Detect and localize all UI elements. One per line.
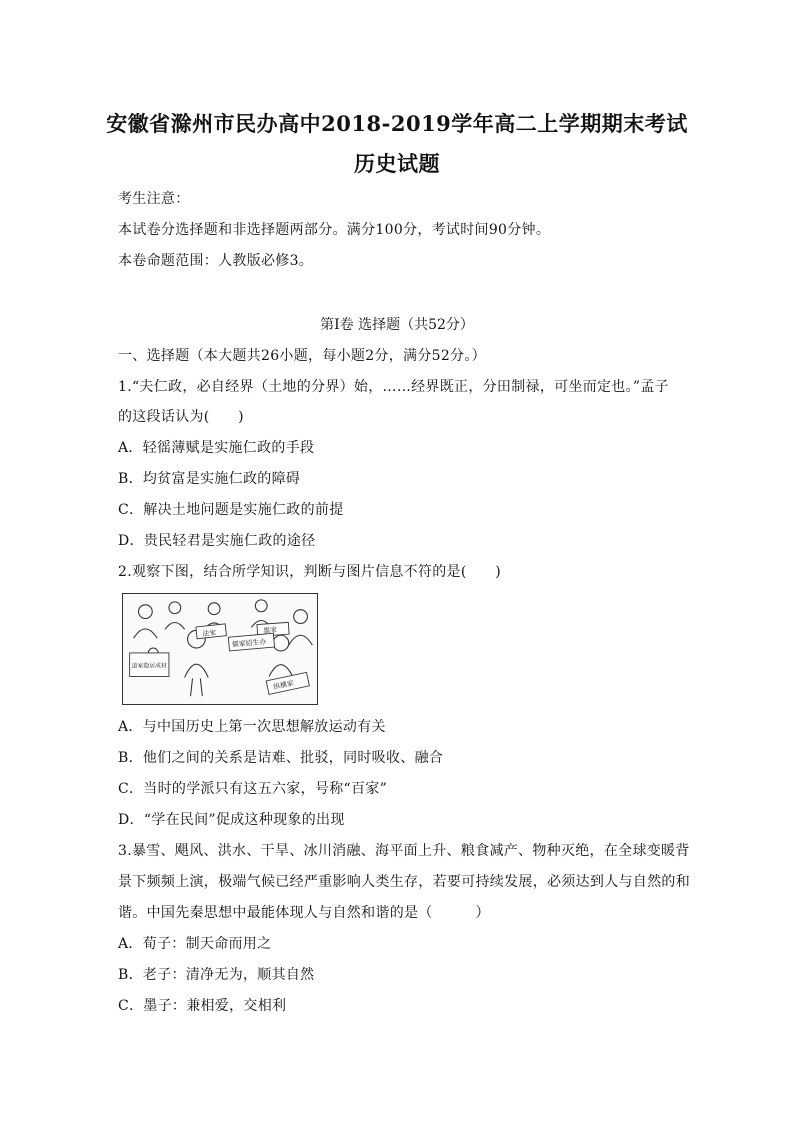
answer-option: B．他们之间的关系是诘难、批驳，同时吸收、融合 (118, 750, 444, 766)
figure-label: 纵横家 (272, 679, 295, 692)
answer-option: D．“学在民间”促成这种现象的出现 (118, 812, 345, 828)
figure-label: 道家隐居成材 (131, 663, 167, 670)
notice-line: 本试卷分选择题和非选择题两部分。满分100分，考试时间90分钟。 (118, 222, 551, 238)
question-stem: 谐。中国先秦思想中最能体现人与自然和谐的是（ ） (118, 905, 490, 921)
figure-label: 儒家招生办 (231, 637, 267, 649)
exam-subtitle: 历史试题 (354, 151, 440, 176)
question-stem: 景下频频上演，极端气候已经严重影响人类生存，若要可持续发展，必须达到人与自然的和 (118, 874, 690, 890)
figure-label: 墨家 (263, 626, 278, 635)
section-intro: 一、选择题（本大题共26小题，每小题2分，满分52分。） (118, 348, 486, 364)
exam-title: 安徽省滁州市民办高中2018-2019学年高二上学期期末考试 (106, 111, 688, 136)
answer-option: C．墨子：兼相爱，交相利 (118, 998, 287, 1014)
question-stem: 1.“夫仁政，必自经界（土地的分界）始，……经界既正，分田制禄，可坐而定也。”孟子 (118, 379, 669, 395)
answer-option: D．贵民轻君是实施仁政的途径 (118, 533, 316, 549)
answer-option: B．老子：清净无为，顺其自然 (118, 967, 315, 983)
figure-label: 法家 (202, 628, 217, 639)
cartoon-illustration (123, 594, 317, 704)
notice-heading: 考生注意： (118, 191, 190, 207)
answer-option: C．当时的学派只有这五六家，号称“百家” (118, 781, 388, 797)
answer-option: A．轻徭薄赋是实施仁政的手段 (118, 440, 315, 456)
answer-option: A．荀子：制天命而用之 (118, 936, 272, 952)
question-stem: 的这段话认为( ) (118, 409, 244, 425)
notice-line: 本卷命题范围：人教版必修3。 (118, 253, 314, 269)
question-stem: 2.观察下图，结合所学知识，判断与图片信息不符的是( ) (118, 564, 501, 580)
answer-option: B．均贫富是实施仁政的障碍 (118, 471, 301, 487)
answer-option: A．与中国历史上第一次思想解放运动有关 (118, 719, 386, 735)
section-title: 第Ⅰ卷 选择题（共52分） (320, 317, 474, 333)
answer-option: C．解决土地问题是实施仁政的前提 (118, 502, 344, 518)
question-stem: 3.暴雪、飓风、洪水、干旱、冰川消融、海平面上升、粮食减产、物种灭绝，在全球变暖背 (118, 843, 690, 859)
hundred-schools-cartoon (122, 593, 318, 705)
